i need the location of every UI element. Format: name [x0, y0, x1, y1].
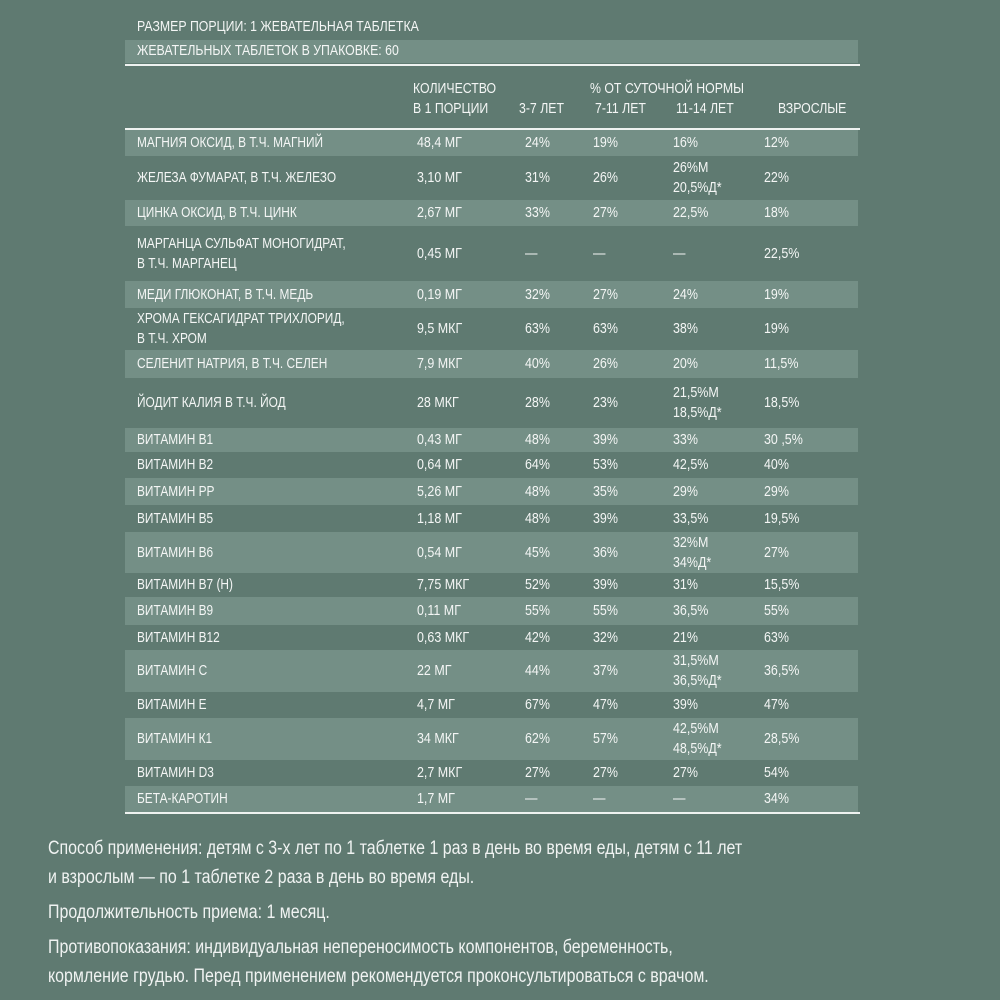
pct-3-7: 42%	[525, 629, 550, 646]
nutrient-name: ВИТАМИН В2	[137, 457, 214, 473]
table-row	[125, 625, 858, 650]
amount-per-serving: 1,7 МГ	[417, 786, 525, 812]
pct-11-14: —	[673, 786, 764, 812]
col-header-11-14: 11-14 ЛЕТ	[676, 100, 734, 117]
divider-top	[125, 64, 860, 66]
usage-line-1: Способ применения: детям с 3-х лет по 1 таблетке 1 раз в день во время еды, детям с 11 лет	[48, 838, 743, 859]
col-header-3-7: 3-7 ЛЕТ	[519, 100, 564, 117]
pct-7-11: 27%	[593, 765, 618, 781]
table-row	[125, 718, 858, 760]
amount-per-serving: 0,64 МГ	[417, 457, 462, 473]
table-row	[125, 378, 858, 428]
table-row	[125, 308, 858, 350]
pct-7-11: 27%	[593, 281, 673, 308]
pct-3-7: 31%	[525, 170, 550, 186]
nutrient-name: МАРГАНЦА СУЛЬФАТ МОНОГИДРАТ, В Т.Ч. МАРГАНЕЦ	[137, 235, 346, 272]
pct-11-14: 24%	[673, 281, 764, 308]
nutrient-name: ЖЕЛЕЗА ФУМАРАТ, В Т.Ч. ЖЕЛЕЗО	[137, 170, 337, 186]
pct-11-14: —	[673, 245, 686, 262]
col-header-adults: ВЗРОСЛЫЕ	[778, 100, 847, 117]
col-header-amount-1: КОЛИЧЕСТВО	[413, 80, 497, 97]
pct-11-14: 29%	[673, 478, 764, 505]
col-header-amount-2: В 1 ПОРЦИИ	[413, 100, 489, 117]
pct-11-14: 27%	[673, 765, 698, 781]
pct-11-14: 32%М 34%Д*	[673, 532, 764, 573]
nutrient-name: ВИТАМИН В5	[137, 510, 214, 527]
table-row	[125, 597, 858, 625]
table-row	[125, 478, 858, 505]
amount-per-serving: 22 МГ	[417, 650, 525, 692]
pct-7-11: 23%	[593, 395, 618, 411]
amount-per-serving: 28 МКГ	[417, 395, 459, 411]
table-row	[125, 760, 858, 786]
pct-adults: 30 ,5%	[764, 428, 858, 452]
pct-11-14: 39%	[673, 697, 698, 713]
pct-3-7: 28%	[525, 395, 550, 411]
nutrient-name: ХРОМА ГЕКСАГИДРАТ ТРИХЛОРИД, В Т.Ч. ХРОМ	[137, 311, 345, 347]
amount-per-serving: 2,7 МКГ	[417, 765, 463, 781]
nutrient-name: ВИТАМИН В12	[137, 629, 220, 646]
usage-line-2: и взрослым — по 1 таблетке 2 раза в день во время еды.	[48, 867, 475, 888]
pct-7-11: 35%	[593, 478, 673, 505]
amount-per-serving: 0,43 МГ	[417, 428, 525, 452]
pct-7-11: 26%	[593, 170, 618, 186]
amount-per-serving: 5,26 МГ	[417, 478, 525, 505]
serving-size: РАЗМЕР ПОРЦИИ: 1 ЖЕВАТЕЛЬНАЯ ТАБЛЕТКА	[137, 18, 419, 35]
nutrition-table	[125, 130, 858, 812]
pct-7-11: 57%	[593, 718, 673, 760]
duration: Продолжительность приема: 1 месяц.	[48, 902, 330, 923]
pct-3-7: 33%	[525, 200, 593, 226]
nutrient-name: ВИТАМИН С	[125, 650, 417, 692]
pct-adults: 11,5%	[764, 350, 858, 378]
pct-11-14: 42,5%	[673, 457, 709, 473]
pct-adults: 55%	[764, 597, 858, 625]
amount-per-serving: 4,7 МГ	[417, 697, 455, 713]
pct-adults: 19,5%	[764, 510, 800, 527]
pct-11-14: 26%М 20,5%Д*	[673, 160, 722, 196]
nutrient-name: МЕДИ ГЛЮКОНАТ, В Т.Ч. МЕДЬ	[125, 281, 417, 308]
pct-3-7: 48%	[525, 478, 593, 505]
table-row	[125, 505, 858, 532]
pct-adults: 27%	[764, 532, 858, 573]
pct-adults: 36,5%	[764, 650, 858, 692]
pct-adults: 54%	[764, 765, 789, 781]
table-row	[125, 226, 858, 281]
pct-3-7: 27%	[525, 765, 550, 781]
nutrient-name: МАГНИЯ ОКСИД, В Т.Ч. МАГНИЙ	[125, 130, 417, 156]
table-row	[125, 786, 858, 812]
pct-3-7: —	[525, 245, 538, 262]
pct-adults: 18,5%	[764, 395, 800, 411]
pct-7-11: 27%	[593, 200, 673, 226]
pct-11-14: 21%	[673, 629, 698, 646]
col-header-7-11: 7-11 ЛЕТ	[595, 100, 646, 117]
pct-adults: 40%	[764, 457, 789, 473]
pct-11-14: 16%	[673, 130, 764, 156]
amount-per-serving: 3,10 МГ	[417, 170, 462, 186]
pct-7-11: 39%	[593, 510, 618, 527]
pct-adults: 28,5%	[764, 718, 858, 760]
amount-per-serving: 0,19 МГ	[417, 281, 525, 308]
pct-11-14: 38%	[673, 321, 698, 337]
pct-3-7: 62%	[525, 718, 593, 760]
pct-3-7: 24%	[525, 130, 593, 156]
contraindications-line-2: кормление грудью. Перед применением рекомендуется проконсультироваться с врачом.	[48, 966, 709, 987]
pct-11-14: 22,5%	[673, 200, 764, 226]
pct-adults: 15,5%	[764, 577, 800, 593]
pct-7-11: 47%	[593, 697, 618, 713]
table-row	[125, 428, 858, 452]
pct-11-14: 36,5%	[673, 597, 764, 625]
pct-7-11: 36%	[593, 532, 673, 573]
amount-per-serving: 2,67 МГ	[417, 200, 525, 226]
nutrient-name: ВИТАМИН Е	[137, 697, 207, 713]
amount-per-serving: 48,4 МГ	[417, 130, 525, 156]
table-row	[125, 350, 858, 378]
pct-7-11: 63%	[593, 321, 618, 337]
table-row	[125, 156, 858, 200]
pct-adults: 19%	[764, 281, 858, 308]
nutrient-name: ЦИНКА ОКСИД, В Т.Ч. ЦИНК	[125, 200, 417, 226]
pct-11-14: 31%	[673, 577, 698, 593]
nutrient-name: ВИТАМИН К1	[125, 718, 417, 760]
pct-11-14: 42,5%М 48,5%Д*	[673, 718, 764, 760]
table-row	[125, 650, 858, 692]
amount-per-serving: 34 МКГ	[417, 718, 525, 760]
pct-3-7: 52%	[525, 577, 550, 593]
tablets-per-pack: ЖЕВАТЕЛЬНЫХ ТАБЛЕТОК В УПАКОВКЕ: 60	[137, 42, 399, 59]
contraindications-line-1: Противопоказания: индивидуальная непереносимость компонентов, беременность,	[48, 937, 673, 958]
pct-3-7: 32%	[525, 281, 593, 308]
pct-adults: 19%	[764, 321, 789, 337]
nutrient-name: ЙОДИТ КАЛИЯ В Т.Ч. ЙОД	[137, 395, 286, 411]
table-row	[125, 200, 858, 226]
nutrient-name: БЕТА-КАРОТИН	[125, 786, 417, 812]
amount-per-serving: 7,75 МКГ	[417, 577, 470, 593]
pct-3-7: 48%	[525, 428, 593, 452]
nutrient-name: ВИТАМИН В7 (Н)	[137, 577, 233, 593]
amount-per-serving: 0,45 МГ	[417, 245, 462, 262]
pct-3-7: 44%	[525, 650, 593, 692]
pct-7-11: 39%	[593, 428, 673, 452]
table-row	[125, 532, 858, 573]
amount-per-serving: 0,11 МГ	[417, 597, 525, 625]
amount-per-serving: 0,54 МГ	[417, 532, 525, 573]
pct-adults: 12%	[764, 130, 858, 156]
col-header-daily-norm: % ОТ СУТОЧНОЙ НОРМЫ	[590, 80, 744, 97]
pct-7-11: 19%	[593, 130, 673, 156]
pct-3-7: 63%	[525, 321, 550, 337]
pct-7-11: 26%	[593, 350, 673, 378]
table-row	[125, 692, 858, 718]
pct-11-14: 33,5%	[673, 510, 709, 527]
pct-11-14: 21,5%М 18,5%Д*	[673, 385, 722, 421]
table-row	[125, 452, 858, 478]
table-row	[125, 573, 858, 597]
pct-11-14: 31,5%М 36,5%Д*	[673, 650, 764, 692]
nutrient-name: СЕЛЕНИТ НАТРИЯ, В Т.Ч. СЕЛЕН	[125, 350, 417, 378]
pct-3-7: 55%	[525, 597, 593, 625]
pct-7-11: 55%	[593, 597, 673, 625]
pct-11-14: 20%	[673, 350, 764, 378]
tablets-per-pack-row	[125, 40, 858, 63]
amount-per-serving: 1,18 МГ	[417, 510, 462, 527]
divider-bottom	[125, 812, 860, 814]
pct-3-7: 48%	[525, 510, 550, 527]
pct-11-14: 33%	[673, 428, 764, 452]
pct-adults: 22,5%	[764, 245, 800, 262]
pct-adults: 22%	[764, 170, 789, 186]
nutrient-name: ВИТАМИН PP	[125, 478, 417, 505]
nutrient-name: ВИТАМИН В9	[125, 597, 417, 625]
pct-adults: 47%	[764, 697, 789, 713]
pct-7-11: 32%	[593, 629, 618, 646]
pct-7-11: 39%	[593, 577, 618, 593]
pct-adults: 18%	[764, 200, 858, 226]
pct-adults: 63%	[764, 629, 789, 646]
pct-7-11: —	[593, 786, 673, 812]
table-row	[125, 130, 858, 156]
amount-per-serving: 0,63 МКГ	[417, 629, 470, 646]
table-row	[125, 281, 858, 308]
pct-3-7: —	[525, 786, 593, 812]
pct-7-11: —	[593, 245, 606, 262]
pct-adults: 29%	[764, 478, 858, 505]
pct-7-11: 37%	[593, 650, 673, 692]
pct-7-11: 53%	[593, 457, 618, 473]
pct-3-7: 67%	[525, 697, 550, 713]
amount-per-serving: 9,5 МКГ	[417, 321, 463, 337]
pct-3-7: 40%	[525, 350, 593, 378]
pct-3-7: 45%	[525, 532, 593, 573]
amount-per-serving: 7,9 МКГ	[417, 350, 525, 378]
pct-adults: 34%	[764, 786, 858, 812]
nutrient-name: ВИТАМИН D3	[137, 765, 214, 781]
nutrient-name: ВИТАМИН В6	[125, 532, 417, 573]
nutrient-name: ВИТАМИН В1	[125, 428, 417, 452]
pct-3-7: 64%	[525, 457, 550, 473]
